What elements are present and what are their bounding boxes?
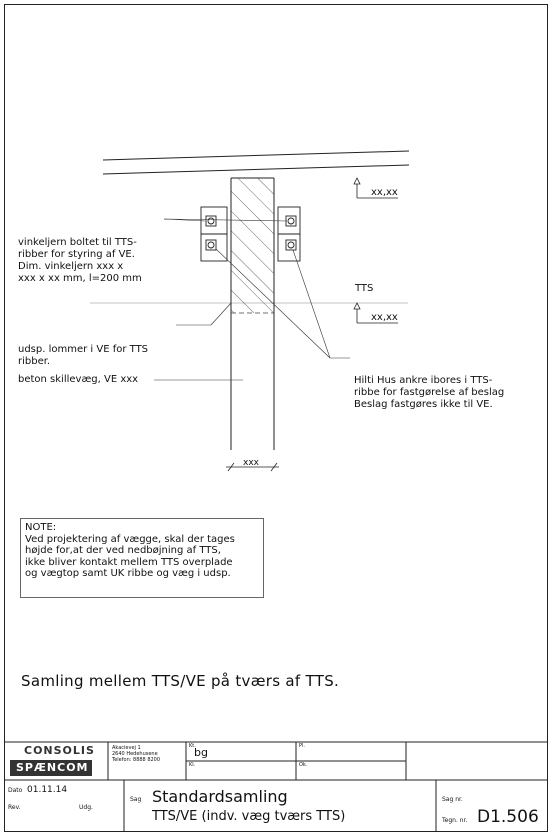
note-box [20,518,264,598]
note-title: NOTE: [25,522,57,533]
kt-value: bg [194,746,208,759]
wall-label: beton skillevæg, VE xxx [18,374,139,385]
tts-label: TTS [355,283,374,294]
tts-slab-line-top [103,151,409,160]
company-address: Akacievej 1 2640 Hedehusene Telefon: 8888 8200 [112,745,161,763]
date-label: Dato [8,787,23,794]
wall-hatched-part [231,178,274,313]
level-top-label: xx,xx [371,187,398,198]
sag-label: Sag [130,796,142,803]
pocket-label: udsp. lommer i VE for TTS ribber. [18,344,149,367]
ok-label: Ok. [299,762,308,768]
kt-label: Kt. [189,743,196,749]
tts-slab-line-bottom [103,165,409,174]
dimension-label: xxx [243,458,259,468]
angle-bracket-right [278,207,300,261]
anchor-label: Hilti Hus ankre ibores i TTS- ribbe for fastgørelse af beslag Beslag fastgøres ikke til VE. [354,375,505,410]
kl-label: Kl. [189,762,196,768]
rev-label: Rev. [8,804,21,811]
title-block [4,742,548,832]
note-line: og vægtop samt UK ribbe og væg i udsp. [25,568,231,579]
company-logo-bottom: SPÆNCOM [16,761,89,774]
drawing-subtitle: TTS/VE (indv. væg tværs TTS) [152,809,346,824]
drawing-title: Standardsamling [152,787,288,806]
tegn-nr-label: Tegn. nr. [442,817,468,824]
bracket-label: vinkeljern boltet til TTS- ribber for styring af VE. Dim. vinkeljern xxx x xxx x xx mm, l=200 mm [18,237,142,284]
note-line: ikke bliver kontakt mellem TTS overplade [25,556,233,568]
drawing-caption: Samling mellem TTS/VE på tværs af TTS. [21,672,340,690]
drawing-number: D1.506 [477,807,539,827]
angle-bracket-left [201,207,227,261]
udg-label: Udg. [79,804,93,811]
note-line: Ved projektering af vægge, skal der tages [25,533,235,545]
note-line: højde for,at der ved nedbøjning af TTS, [25,545,221,556]
date-value: 01.11.14 [27,785,68,795]
company-logo-top: CONSOLIS [24,744,95,757]
sag-nr-label: Sag nr. [442,796,463,803]
pl-label: Pl. [299,743,305,749]
level-mid-label: xx,xx [371,312,398,323]
